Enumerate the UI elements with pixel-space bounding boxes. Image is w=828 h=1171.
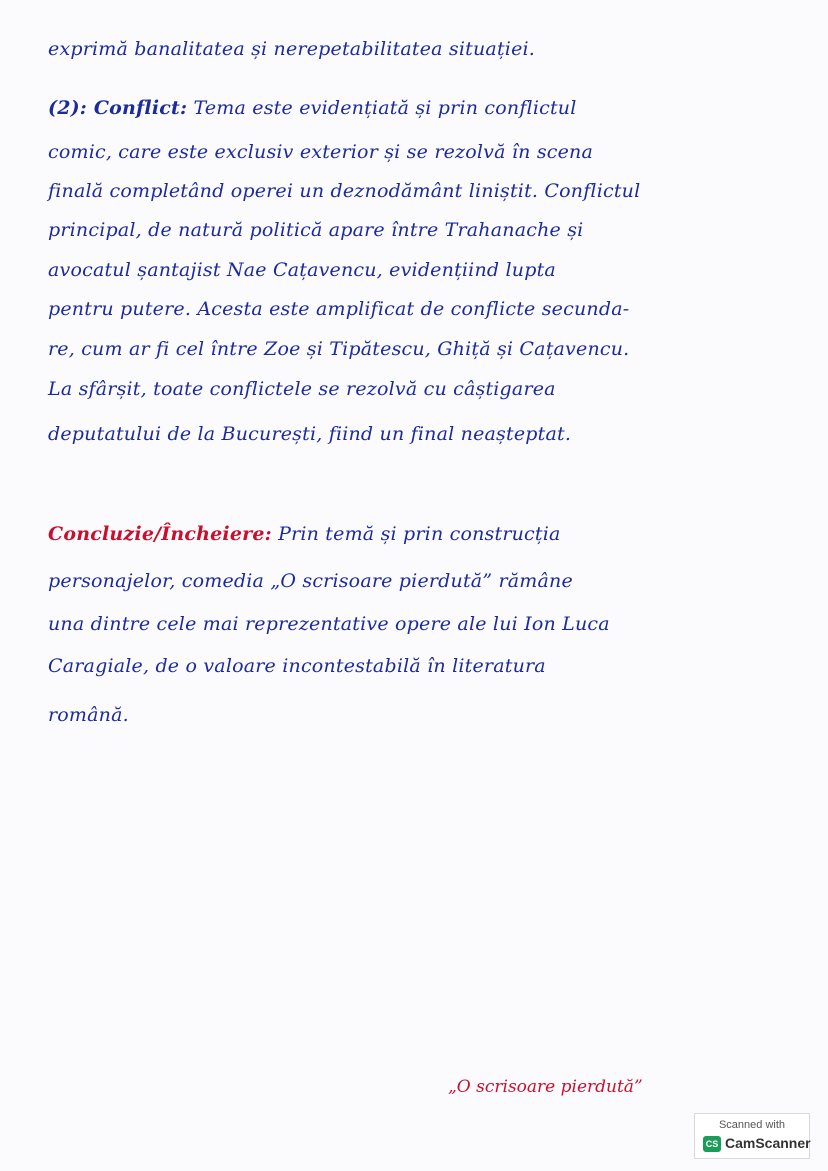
stamp-brand: CamScanner [725,1135,811,1151]
paragraph1-line1: exprimă banalitatea și nerepetabilitatea situației. [48,38,536,60]
conclusion-line4: Caragiale, de o valoare incontestabilă în literatura [48,655,546,677]
camscanner-logo-icon: CS [703,1136,721,1152]
camscanner-stamp [694,1113,810,1159]
conflict-line2: comic, care este exclusiv exterior și se rezolvă în scena [48,141,594,163]
conflict-line3: finală completând operei un deznodământ liniștit. Conflictul [48,180,641,202]
conclusion-line1-text: Prin temă și prin construcția [271,523,561,545]
stamp-caption: Scanned with [718,1119,786,1131]
conflict-heading: (2): Conflict: [48,97,188,119]
conflict-line1 [48,97,577,119]
conclusion-line1 [48,523,561,545]
conflict-line8: La sfârșit, toate conflictele se rezolvă cu câștigarea [48,378,556,400]
conflict-line6: pentru putere. Acesta este amplificat de conflicte secunda- [48,298,630,320]
conflict-line7: re, cum ar fi cel între Zoe și Tipătescu, Ghiță și Cațavencu. [48,338,630,360]
conflict-line5: avocatul șantajist Nae Cațavencu, evidențiind lupta [48,259,556,281]
conclusion-line2: personajelor, comedia „O scrisoare pierdută” rămâne [48,570,573,592]
footer-title: „O scrisoare pierdută” [448,1077,643,1097]
conflict-line9: deputatului de la București, fiind un final neașteptat. [48,423,572,445]
conflict-line1-text: Tema este evidențiată și prin conflictul [187,97,577,119]
conclusion-line5: română. [48,704,129,726]
conflict-line4: principal, de natură politică apare între Trahanache și [48,219,584,241]
conclusion-line3: una dintre cele mai reprezentative opere ale lui Ion Luca [48,613,610,635]
conclusion-heading: Concluzie/Încheiere: [48,523,272,545]
